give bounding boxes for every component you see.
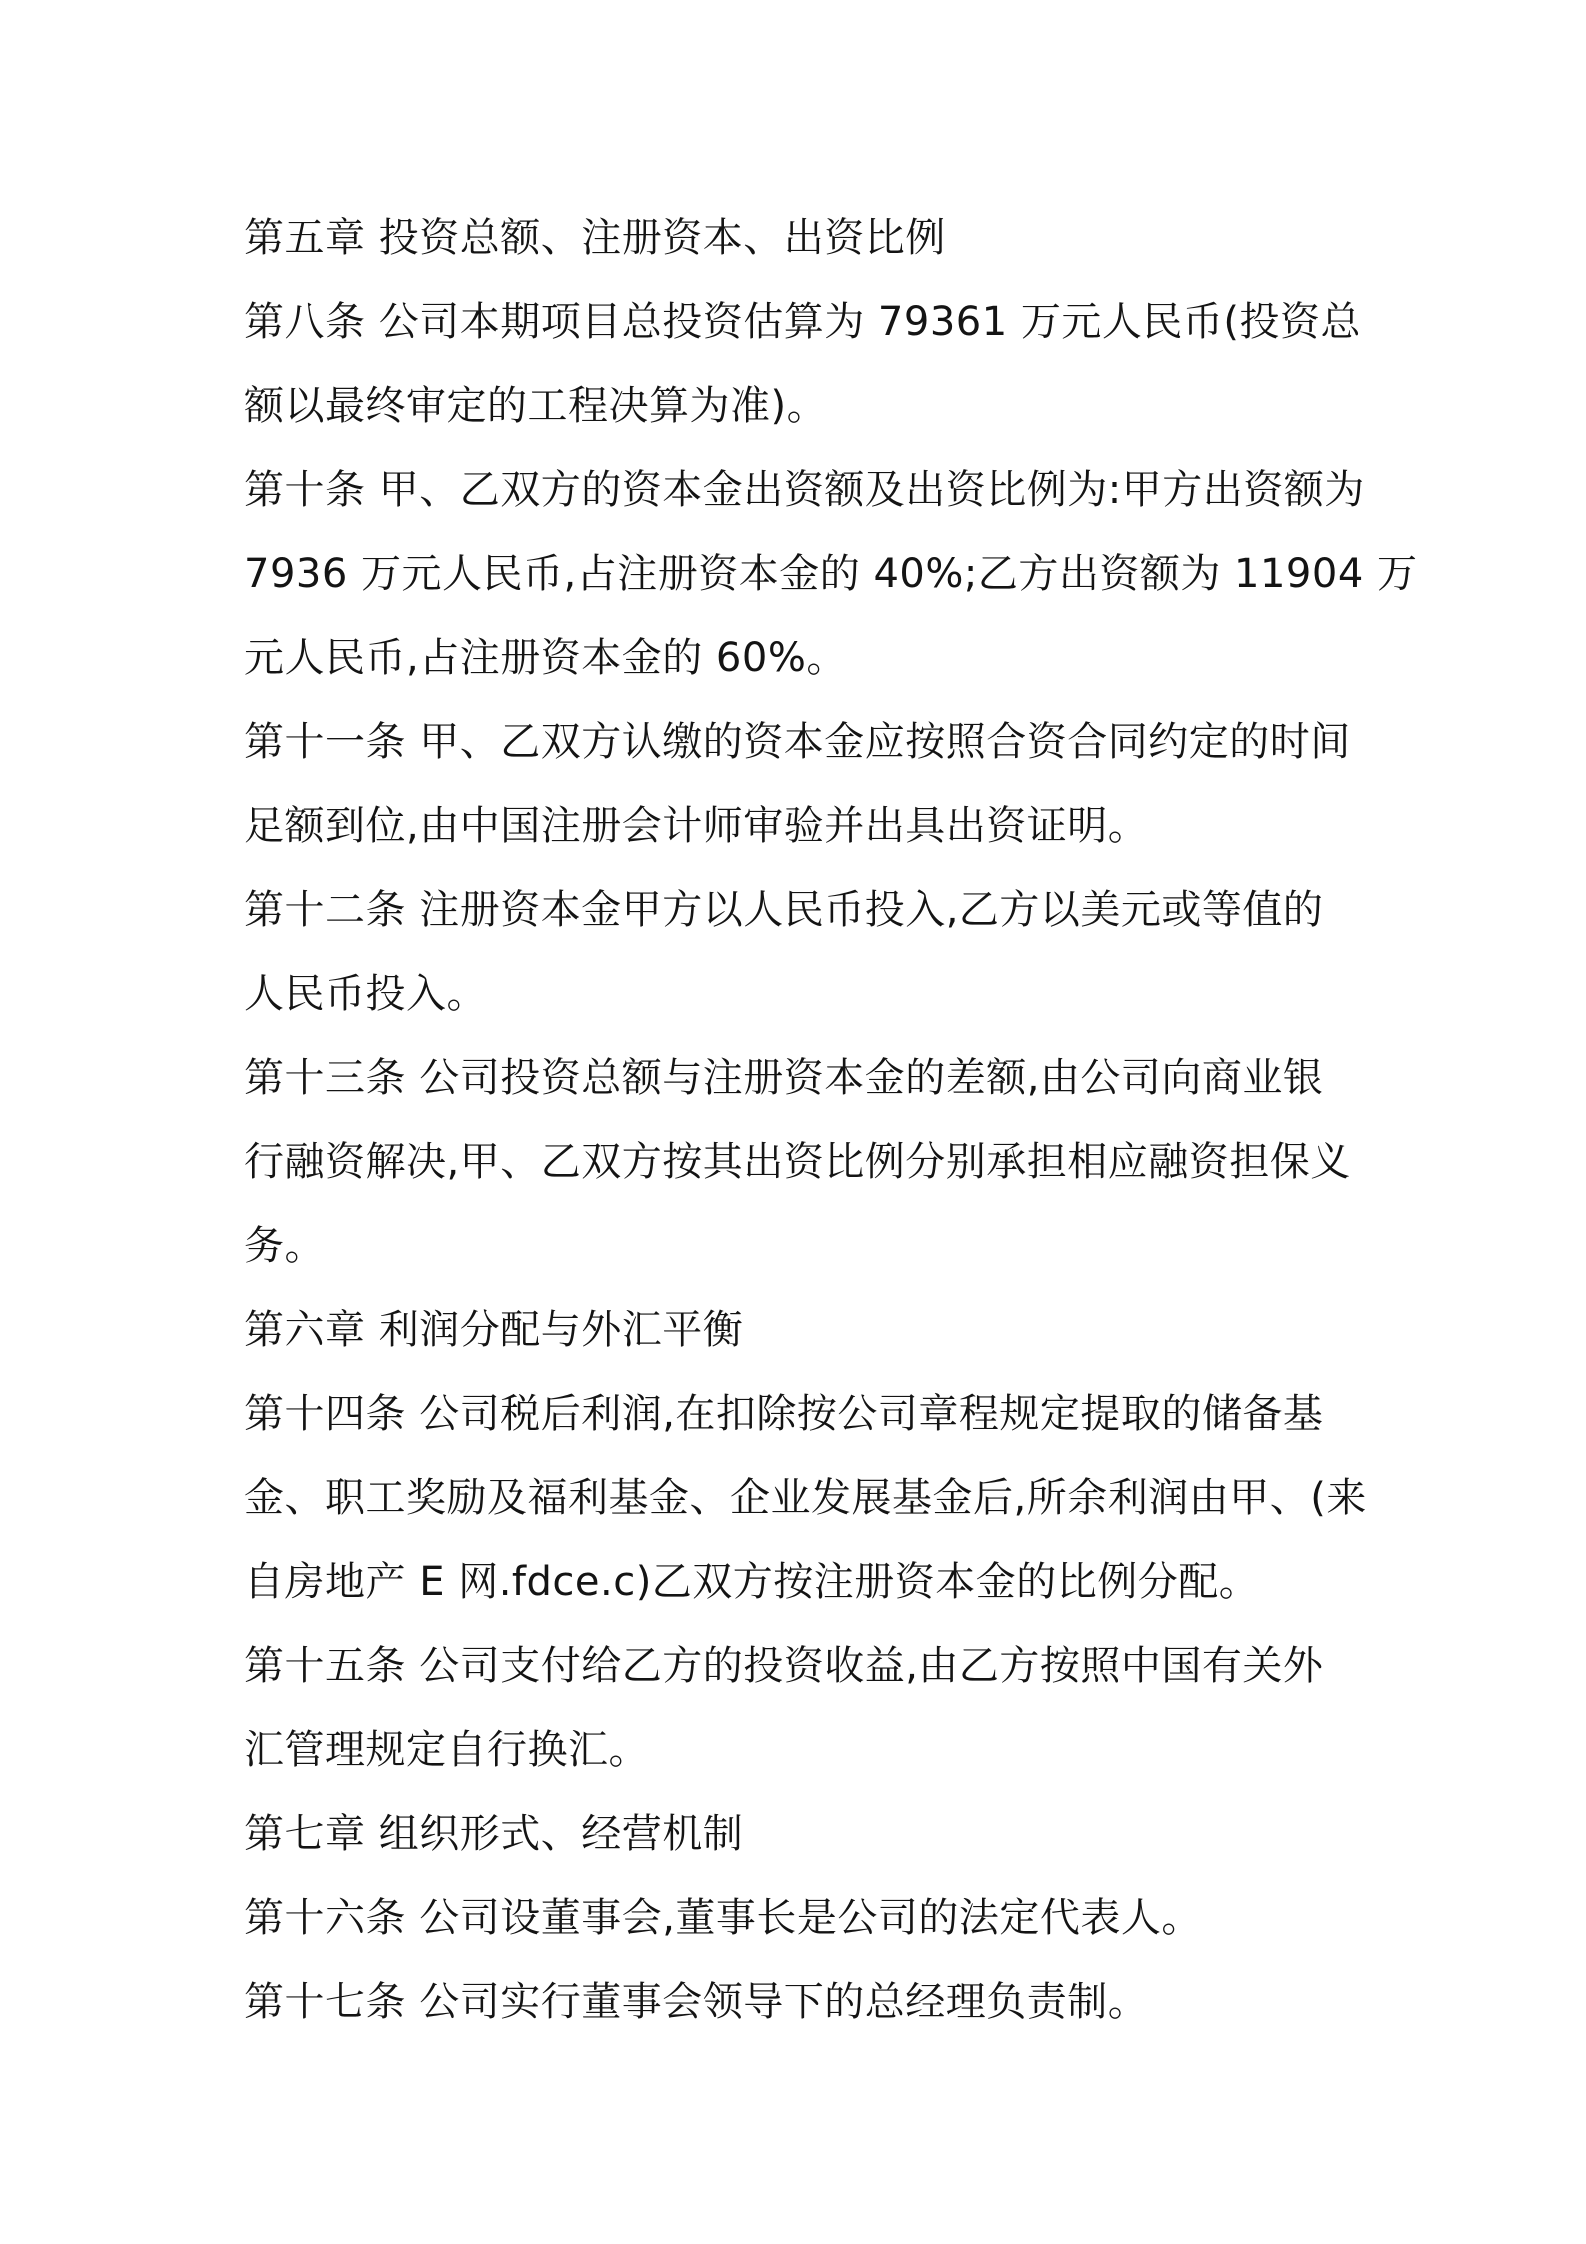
article-13-line-3: 务。 bbox=[244, 1223, 325, 1269]
article-8-line-2: 额以最终审定的工程决算为准)。 bbox=[244, 383, 828, 429]
article-13-line-1: 第十三条 公司投资总额与注册资本金的差额,由公司向商业银 bbox=[244, 1055, 1324, 1101]
article-14-line-2: 金、职工奖励及福利基金、企业发展基金后,所余利润由甲、(来 bbox=[244, 1475, 1367, 1521]
article-16-line-1: 第十六条 公司设董事会,董事长是公司的法定代表人。 bbox=[244, 1895, 1202, 1941]
article-12-line-2: 人民币投入。 bbox=[244, 971, 487, 1017]
article-14-line-3: 自房地产 E 网.fdce.c)乙双方按注册资本金的比例分配。 bbox=[244, 1559, 1260, 1605]
article-10-line-3: 元人民币,占注册资本金的 60%。 bbox=[244, 635, 847, 681]
article-13-line-2: 行融资解决,甲、乙双方按其出资比例分别承担相应融资担保义 bbox=[244, 1139, 1351, 1185]
article-11-line-2: 足额到位,由中国注册会计师审验并出具出资证明。 bbox=[244, 803, 1149, 849]
article-10-line-2: 7936 万元人民币,占注册资本金的 40%;乙方出资额为 11904 万 bbox=[244, 551, 1418, 597]
chapter-5-heading: 第五章 投资总额、注册资本、出资比例 bbox=[244, 215, 946, 261]
article-11-line-1: 第十一条 甲、乙双方认缴的资本金应按照合资合同约定的时间 bbox=[244, 719, 1351, 765]
article-8-line-1: 第八条 公司本期项目总投资估算为 79361 万元人民币(投资总 bbox=[244, 299, 1361, 345]
article-12-line-1: 第十二条 注册资本金甲方以人民币投入,乙方以美元或等值的 bbox=[244, 887, 1324, 933]
article-17-line-1: 第十七条 公司实行董事会领导下的总经理负责制。 bbox=[244, 1979, 1149, 2025]
article-15-line-1: 第十五条 公司支付给乙方的投资收益,由乙方按照中国有关外 bbox=[244, 1643, 1324, 1689]
article-14-line-1: 第十四条 公司税后利润,在扣除按公司章程规定提取的储备基 bbox=[244, 1391, 1324, 1437]
document-body bbox=[244, 196, 1418, 2044]
chapter-7-heading: 第七章 组织形式、经营机制 bbox=[244, 1811, 744, 1857]
chapter-6-heading: 第六章 利润分配与外汇平衡 bbox=[244, 1307, 744, 1353]
article-15-line-2: 汇管理规定自行换汇。 bbox=[244, 1727, 649, 1773]
article-10-line-1: 第十条 甲、乙双方的资本金出资额及出资比例为:甲方出资额为 bbox=[244, 467, 1365, 513]
